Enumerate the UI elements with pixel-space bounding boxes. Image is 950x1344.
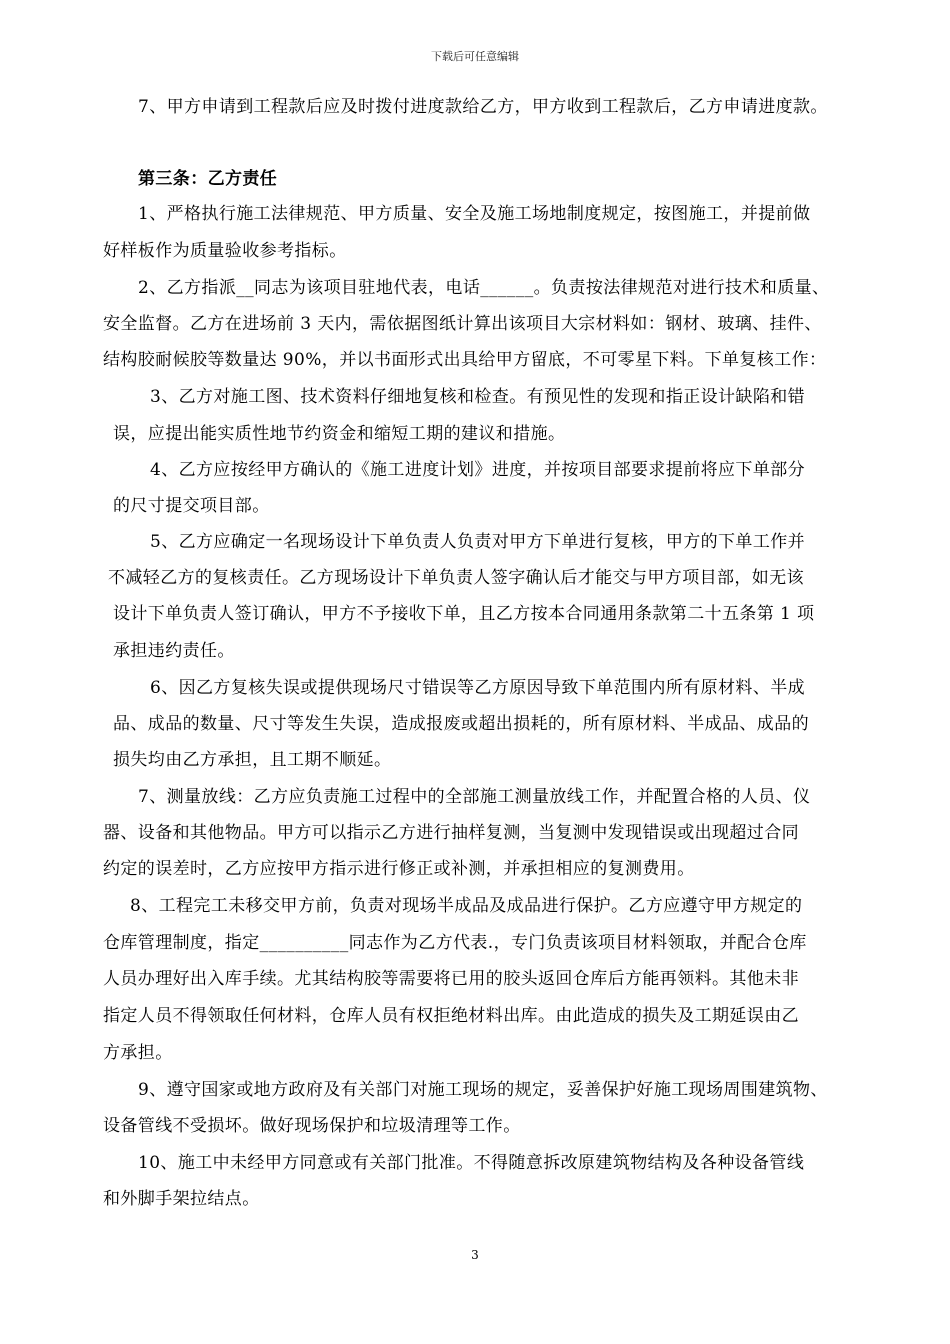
blank-field: __	[236, 278, 255, 298]
paragraph-line: 承担违约责任。	[113, 641, 235, 661]
paragraph-line	[138, 277, 829, 299]
paragraph-line: 1、严格执行施工法律规范、甲方质量、安全及施工场地制度规定，按图施工，并提前做	[138, 204, 811, 224]
page-header: 下载后可任意编辑	[431, 50, 519, 63]
paragraph-line: 5、乙方应确定一名现场设计下单负责人负责对甲方下单进行复核，甲方的下单工作并	[150, 532, 806, 552]
text-segment: 仓库管理制度，指定	[103, 933, 260, 953]
paragraph-line: 器、设备和其他物品。甲方可以指示乙方进行抽样复测，当复测中发现错误或出现超过合同	[103, 823, 799, 843]
paragraph-line: 人员办理好出入库手续。尤其结构胶等需要将已用的胶头返回仓库后方能再领料。其他未非	[103, 969, 799, 989]
paragraph-line: 损失均由乙方承担，且工期不顺延。	[113, 750, 392, 770]
paragraph-line: 9、遵守国家或地方政府及有关部门对施工现场的规定，妥善保护好施工现场周围建筑物、	[138, 1080, 828, 1100]
paragraph-line: 4、乙方应按经甲方确认的《施工进度计划》进度，并按项目部要求提前将应下单部分	[150, 460, 806, 480]
paragraph-line: 指定人员不得领取任何材料，仓库人员有权拒绝材料出库。由此造成的损失及工期延误由乙	[103, 1006, 799, 1026]
section-heading: 第三条：乙方责任	[138, 169, 278, 189]
paragraph-line: 不减轻乙方的复核责任。乙方现场设计下单负责人签字确认后才能交与甲方项目部，如无该	[108, 568, 804, 588]
paragraph-line: 安全监督。乙方在进场前 3 天内，需依据图纸计算出该项目大宗材料如：钢材、玻璃、挂件、	[103, 314, 822, 334]
paragraph-line: 结构胶耐候胶等数量达 90%，并以书面形式出具给甲方留底，不可零星下料。下单复核工作：	[103, 350, 827, 370]
blank-field: ______	[480, 278, 534, 298]
paragraph-line	[103, 932, 807, 954]
paragraph-line: 设计下单负责人签订确认，甲方不予接收下单，且乙方按本合同通用条款第二十五条第 1 项	[113, 604, 815, 624]
blank-field: __________	[259, 933, 349, 953]
text-segment: 。负责按法律规范对进行技术和质量、	[533, 278, 830, 298]
paragraph-line: 好样板作为质量验收参考指标。	[103, 241, 347, 261]
paragraph-line: 6、因乙方复核失误或提供现场尺寸错误等乙方原因导致下单范围内所有原材料、半成	[150, 678, 806, 698]
page-number: 3	[471, 1248, 479, 1262]
paragraph-line: 误，应提出能实质性地节约资金和缩短工期的建议和措施。	[113, 424, 566, 444]
paragraph-line: 3、乙方对施工图、技术资料仔细地复核和检查。有预见性的发现和指正设计缺陷和错	[150, 387, 806, 407]
text-segment: 同志为该项目驻地代表，电话	[254, 278, 481, 298]
text-segment: 2、乙方指派	[138, 278, 237, 298]
paragraph-line: 7、测量放线：乙方应负责施工过程中的全部施工测量放线工作，并配置合格的人员、仪	[138, 787, 811, 807]
paragraph-line: 8、工程完工未移交甲方前，负责对现场半成品及成品进行保护。乙方应遵守甲方规定的	[130, 896, 803, 916]
paragraph-line: 10、施工中未经甲方同意或有关部门批准。不得随意拆改原建筑物结构及各种设备管线	[138, 1153, 805, 1173]
paragraph-line: 方承担。	[103, 1043, 173, 1063]
paragraph-line: 的尺寸提交项目部。	[113, 496, 270, 516]
text-segment: 同志作为乙方代表.，专门负责该项目材料领取，并配合仓库	[348, 933, 807, 953]
paragraph-line: 设备管线不受损坏。做好现场保护和垃圾清理等工作。	[103, 1116, 521, 1136]
paragraph-line: 和外脚手架拉结点。	[103, 1189, 260, 1209]
paragraph-line: 7、甲方申请到工程款后应及时拨付进度款给乙方，甲方收到工程款后，乙方申请进度款。	[138, 97, 828, 117]
paragraph-line: 品、成品的数量、尺寸等发生失误，造成报废或超出损耗的，所有原材料、半成品、成品的	[113, 714, 809, 734]
paragraph-line: 约定的误差时，乙方应按甲方指示进行修正或补测，并承担相应的复测费用。	[103, 859, 695, 879]
